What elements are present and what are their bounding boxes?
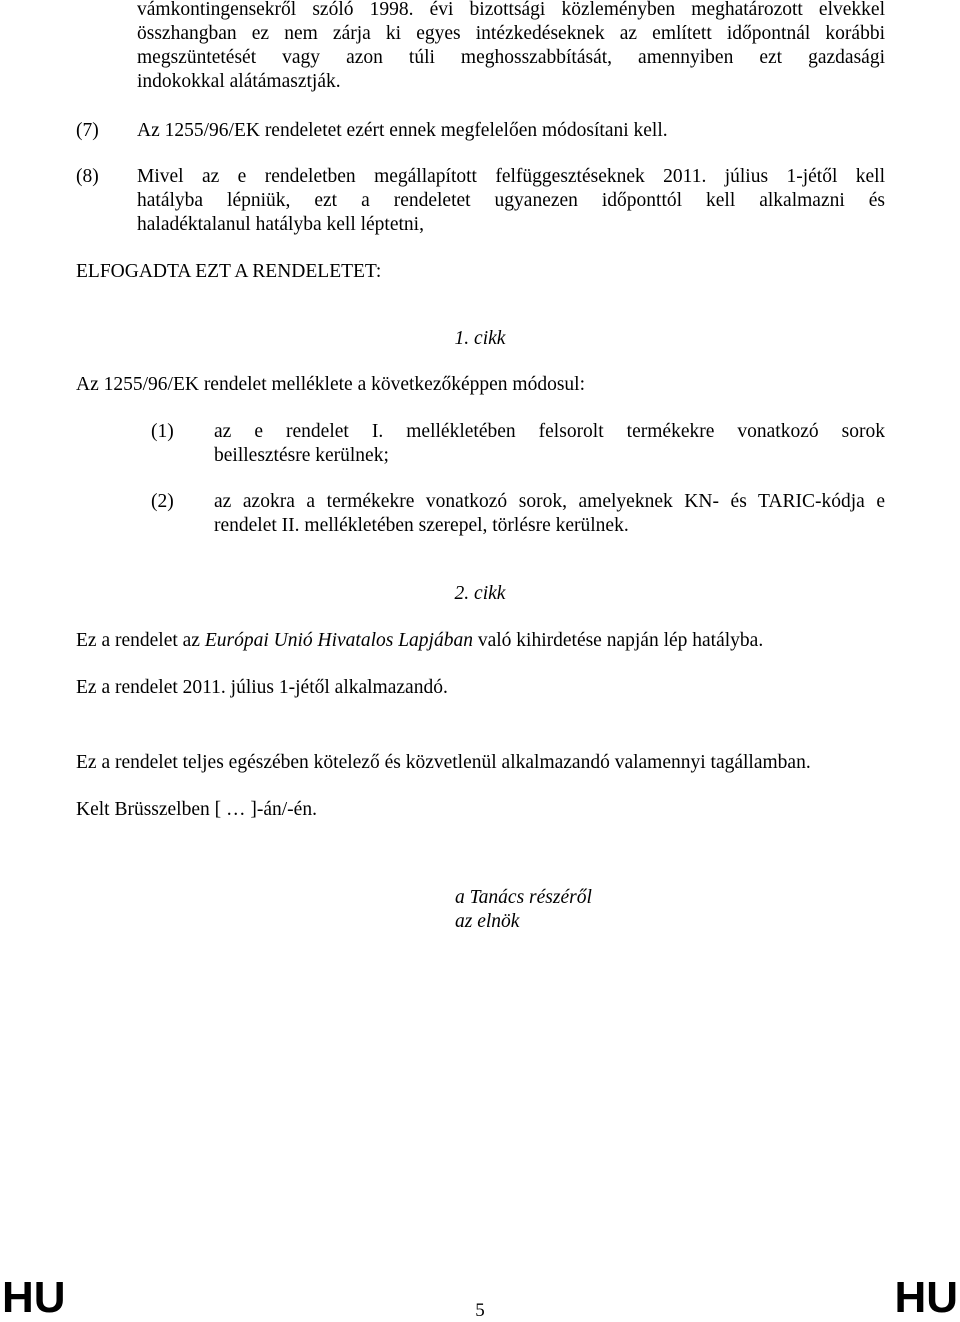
recital-8-number: (8) bbox=[76, 166, 99, 187]
recital-8-line-3: haladéktalanul hatályba kell léptetni, bbox=[137, 214, 424, 235]
point-2-line-2: rendelet II. mellékletében szerepel, törlésre kerülnek. bbox=[214, 515, 629, 536]
adoption-formula: ELFOGADTA EZT A RENDELETET: bbox=[76, 261, 382, 282]
recital-7-number: (7) bbox=[76, 120, 99, 141]
point-1-number: (1) bbox=[151, 421, 174, 442]
point-2-number: (2) bbox=[151, 491, 174, 512]
article-2-paragraph-1 bbox=[76, 629, 763, 653]
recital-continuation-line-2: összhangban ez nem zárja ki egyes intézkedéseknek az említett időpontnál korábbi bbox=[137, 23, 885, 44]
footer-language-left: HU bbox=[2, 1273, 66, 1322]
point-2-line-1: az azokra a termékekre vonatkozó sorok, amelyeknek KN- és TARIC-kódja e bbox=[214, 491, 885, 512]
article-1-heading: 1. cikk bbox=[454, 328, 506, 349]
article-2-para1-after: való kihirdetése napján lép hatályba. bbox=[472, 630, 764, 651]
article-2-heading: 2. cikk bbox=[454, 583, 506, 604]
article-2-para1-before: Ez a rendelet az bbox=[76, 630, 205, 651]
signature-line-2: az elnök bbox=[455, 911, 520, 932]
recital-continuation-line-1: vámkontingensekről szóló 1998. évi bizottsági közleményben meghatározott elvekkel bbox=[137, 0, 885, 20]
point-1-line-1: az e rendelet I. mellékletében felsorolt termékekre vonatkozó sorok bbox=[214, 421, 885, 442]
place-and-date: Kelt Brüsszelben [ … ]-án/-én. bbox=[76, 799, 317, 820]
recital-8-line-2: hatályba lépniük, ezt a rendeletet ugyanezen időponttól kell alkalmazni és bbox=[137, 190, 885, 211]
recital-continuation-line-4: indokokkal alátámasztják. bbox=[137, 71, 341, 92]
binding-clause: Ez a rendelet teljes egészében kötelező és közvetlenül alkalmazandó valamennyi tagállamban. bbox=[76, 752, 811, 773]
article-1-intro: Az 1255/96/EK rendelet melléklete a következőképpen módosul: bbox=[76, 374, 586, 395]
signature-line-1: a Tanács részéről bbox=[455, 887, 592, 908]
page-number: 5 bbox=[475, 1300, 485, 1321]
recital-8-line-1: Mivel az e rendeletben megállapított felfüggesztéseknek 2011. július 1-jétől kell bbox=[137, 166, 885, 187]
footer-language-right: HU bbox=[894, 1273, 958, 1322]
recital-7-text: Az 1255/96/EK rendeletet ezért ennek megfelelően módosítani kell. bbox=[137, 120, 668, 141]
official-journal-title: Európai Unió Hivatalos Lapjában bbox=[204, 630, 473, 651]
article-2-paragraph-2: Ez a rendelet 2011. július 1-jétől alkalmazandó. bbox=[76, 677, 448, 698]
recital-continuation-line-3: megszüntetését vagy azon túli meghosszabbítását, amennyiben ezt gazdasági bbox=[137, 47, 885, 68]
point-1-line-2: beillesztésre kerülnek; bbox=[214, 445, 389, 466]
